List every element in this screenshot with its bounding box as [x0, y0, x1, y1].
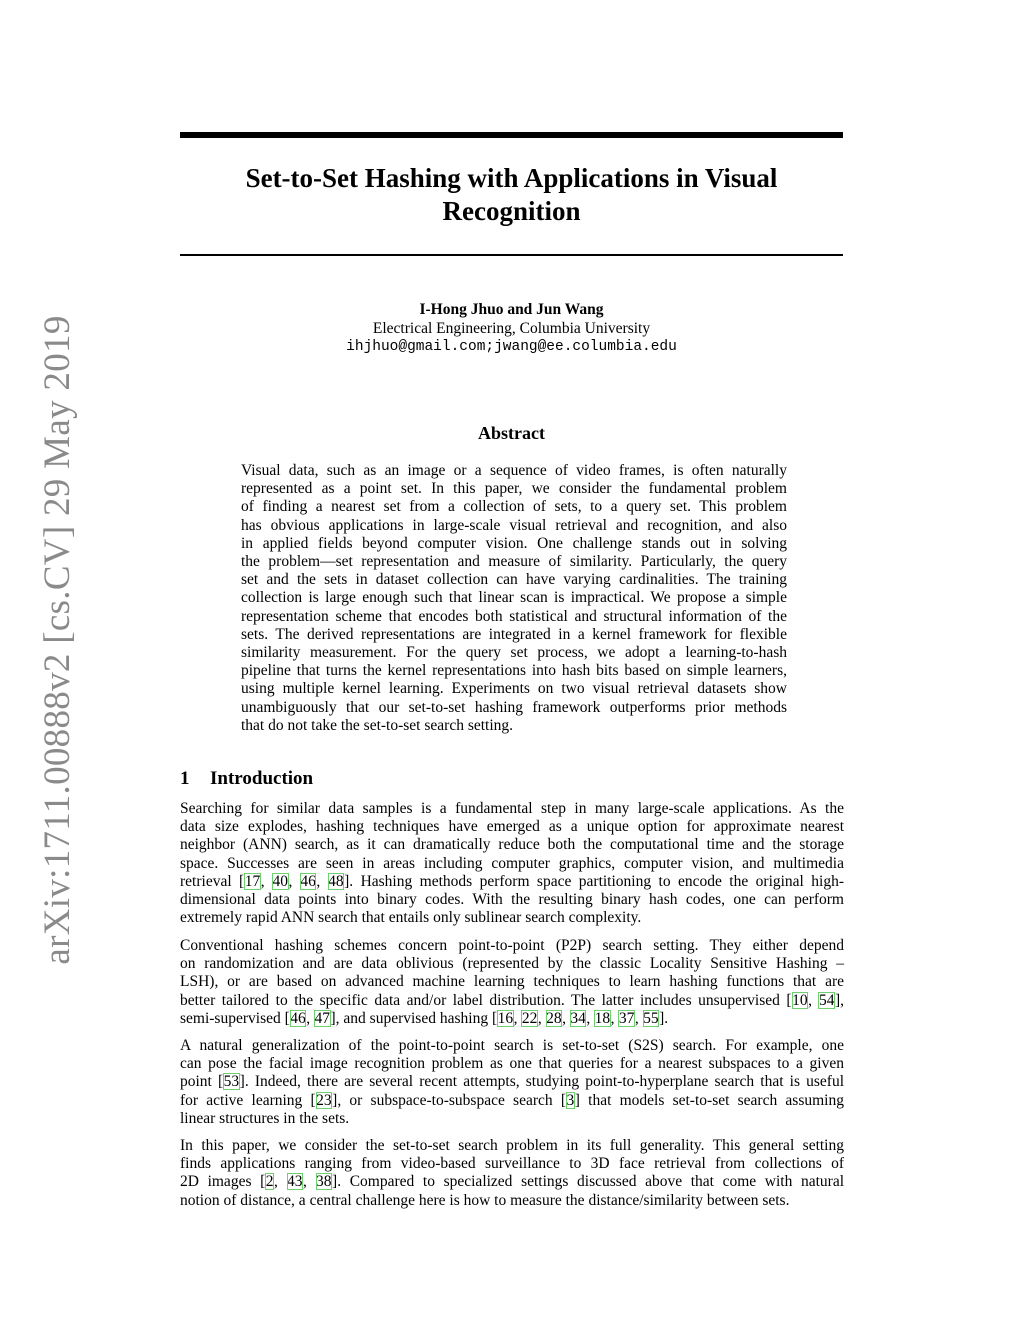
citation-link[interactable]: 17: [244, 872, 261, 890]
citation-link[interactable]: 55: [643, 1009, 659, 1027]
citation-link[interactable]: 38: [316, 1173, 332, 1191]
citation-link[interactable]: 47: [314, 1009, 331, 1027]
citation-link[interactable]: 46: [300, 872, 316, 890]
author-block: [180, 300, 843, 357]
abstract-line: Visual data, such as an image or a sequence of video frames, is often naturally: [241, 462, 787, 479]
arxiv-sidebar-stamp: arXiv:1711.00888v2 [cs.CV] 29 May 2019: [37, 315, 78, 965]
citation-link[interactable]: 16: [497, 1009, 514, 1027]
text-fragment: ]. Compared to specialized settings discussed above that come with natural: [332, 1173, 845, 1191]
abstract-body: [241, 462, 787, 735]
citation-link[interactable]: 3: [566, 1091, 575, 1109]
text-line: finds applications ranging from video-based surveillance to 3D face retrieval from collections of: [180, 1155, 844, 1173]
citation-link[interactable]: 40: [272, 872, 289, 890]
abstract-line: of finding a nearest set from a collection of sets, to a query set. This problem: [241, 498, 787, 516]
section-title: Introduction: [210, 768, 314, 789]
text-line: dimensional data points into binary codes. With the resulting binary hash codes, one can perform: [180, 891, 844, 909]
text-fragment: for active learning [: [180, 1091, 316, 1109]
abstract-line: sets. The derived representations are integrated in a kernel framework for flexible: [241, 625, 787, 643]
citation-link[interactable]: 28: [546, 1009, 562, 1027]
text-line: semi-supervised [46, 47], and supervised hashing [16, 22, 28, 34, 18, 37, 55].: [180, 1009, 669, 1027]
text-fragment: ]. Hashing methods perform space partitioning to encode the original high-: [344, 872, 845, 890]
text-line: better tailored to the specific data and/or label distribution. The latter includes unsupervised [10, 54],: [180, 991, 845, 1009]
title-line-1: Set-to-Set Hashing with Applications in Visual: [245, 163, 778, 193]
text-line: extremely rapid ANN search that entails only sublinear search complexity.: [180, 909, 642, 927]
author-affiliation: Electrical Engineering, Columbia University: [372, 320, 651, 337]
paper-title: [180, 162, 843, 228]
abstract-line: using multiple kernel learning. Experiments on two visual retrieval datasets show: [241, 680, 787, 698]
text-fragment: better tailored to the specific data and/or label distribution. The latter includes unsupervised [: [180, 991, 792, 1009]
text-line: neighbor (ANN) search, as it can dramatically reduce both the computational time and the storage: [180, 836, 844, 854]
text-line: data size explodes, hashing techniques have emerged as a unique option for approximate nearest: [180, 818, 844, 836]
citation-link[interactable]: 53: [223, 1073, 240, 1091]
text-fragment: ],: [834, 991, 845, 1009]
citation-link[interactable]: 46: [290, 1009, 306, 1027]
intro-paragraph-1: [180, 800, 844, 927]
author-names: I-Hong Jhuo and Jun Wang: [419, 301, 604, 318]
abstract-line: similarity measurement. For the query set process, we adopt a learning-to-hash: [241, 644, 787, 662]
abstract-line: has obvious applications in large-scale visual retrieval and recognition, and also: [241, 516, 787, 534]
author-emails: ihjhuo@gmail.com;jwang@ee.columbia.edu: [346, 339, 677, 355]
text-fragment: ] that models set-to-set search assuming: [574, 1091, 844, 1109]
title-line-2: Recognition: [442, 196, 581, 226]
text-line: retrieval [17, 40, 46, 48]. Hashing methods perform space partitioning to encode the original high-: [180, 872, 845, 890]
abstract-line: pipeline that turns the kernel representations into hash bits based on simple learners,: [241, 662, 787, 680]
title-top-rule: [180, 132, 843, 138]
abstract-heading: Abstract: [478, 423, 545, 443]
text-fragment: retrieval [: [180, 872, 245, 890]
text-line: A natural generalization of the point-to-point search is set-to-set (S2S) search. For example, one: [180, 1037, 844, 1054]
text-fragment: 2D images [: [180, 1173, 266, 1191]
abstract-line: represented as a point set. In this paper, we consider the fundamental problem: [241, 480, 787, 498]
text-line: Searching for similar data samples is a fundamental step in many large-scale applications. As the: [180, 800, 844, 817]
intro-paragraph-2: [180, 937, 844, 1028]
text-fragment: point [: [180, 1073, 224, 1091]
text-line: can pose the facial image recognition problem as one that queries for a nearest subspaces to a given: [180, 1055, 844, 1073]
abstract-line: in applied fields beyond computer vision. One challenge stands out in solving: [241, 534, 787, 552]
citation-link[interactable]: 10: [792, 991, 808, 1009]
section-number: 1: [180, 768, 190, 789]
citation-link[interactable]: 43: [287, 1173, 303, 1191]
text-fragment: ]. Indeed, there are several recent attempts, studying point-to-hyperplane search that is useful: [239, 1073, 845, 1091]
citation-link[interactable]: 54: [818, 991, 835, 1009]
text-line: on randomization and are data oblivious (represented by the classic Locality Sensitive Hashing –: [180, 955, 844, 973]
text-fragment: ].: [659, 1009, 669, 1027]
citation-link[interactable]: 2: [265, 1173, 274, 1191]
text-line: space. Successes are seen in areas including computer graphics, computer vision, and multimedia: [180, 854, 844, 872]
section-heading-introduction: [180, 768, 313, 790]
abstract-line: set and the sets in dataset collection can have varying cardinalities. The training: [241, 571, 787, 589]
citation-link[interactable]: 22: [521, 1009, 538, 1027]
text-line: 2D images [2, 43, 38]. Compared to specialized settings discussed above that come with natural: [180, 1173, 845, 1191]
abstract-line: unambiguously that our set-to-set hashing framework outperforms prior methods: [241, 698, 787, 716]
abstract-line: the problem—set representation and measure of similarity. Particularly, the query: [241, 553, 787, 571]
text-line: LSH), or are based on advanced machine learning techniques to learn hashing functions that are: [180, 973, 844, 991]
text-line: [180, 1092, 844, 1110]
citation-link[interactable]: 34: [570, 1009, 586, 1027]
text-fragment: ], and supervised hashing [: [330, 1009, 498, 1027]
text-line: linear structures in the sets.: [180, 1109, 350, 1127]
citation-link[interactable]: 37: [618, 1009, 635, 1027]
text-line: notion of distance, a central challenge here is how to measure the distance/similarity between sets.: [180, 1191, 790, 1209]
abstract-line: collection is large enough such that linear scan is impractical. We propose a simple: [241, 589, 787, 607]
text-fragment: semi-supervised [: [180, 1009, 290, 1027]
text-line: [180, 1073, 844, 1091]
abstract-line: representation scheme that encodes both statistical and structural information of the: [241, 607, 787, 625]
text-line: In this paper, we consider the set-to-set search problem in its full generality. This general setting: [180, 1137, 844, 1154]
intro-paragraph-4: [180, 1137, 844, 1210]
text-line: Conventional hashing schemes concern point-to-point (P2P) search setting. They either depend: [180, 937, 844, 954]
citation-link[interactable]: 18: [594, 1009, 611, 1027]
title-bottom-rule: [180, 254, 843, 256]
abstract-line: that do not take the set-to-set search setting.: [241, 716, 514, 734]
text-fragment: ], or subspace-to-subspace search [: [332, 1091, 567, 1109]
intro-paragraph-3: [180, 1037, 844, 1128]
citation-link[interactable]: 48: [328, 872, 344, 890]
citation-link[interactable]: 23: [316, 1091, 332, 1109]
